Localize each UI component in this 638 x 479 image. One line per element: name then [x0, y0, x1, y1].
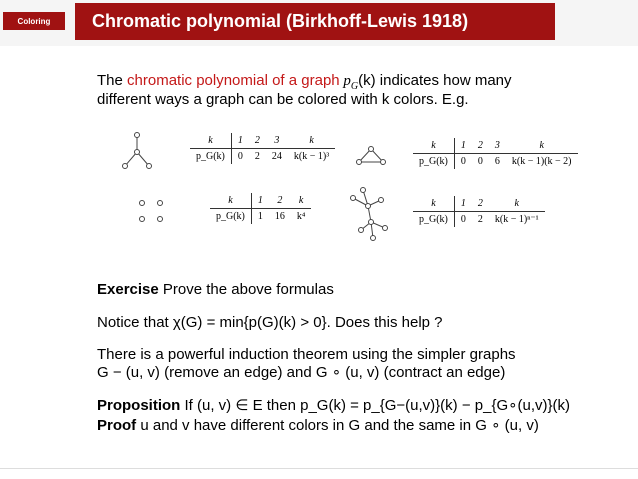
highlight-term: chromatic polynomial of a graph [127, 72, 340, 89]
induction-line-2: G − (u, v) (remove an edge) and G ∘ (u, v) (contract an edge) [97, 364, 506, 381]
proof-line: Proof u and v have different colors in G and the same in G ∘ (u, v) [97, 417, 539, 434]
proposition-line: Proposition If (u, v) ∈ E then p_G(k) = p_{G−(u,v)}(k) − p_{G∘(u,v)}(k) [97, 397, 571, 414]
exercise-line: Exercise Prove the above formulas [97, 281, 334, 298]
section-label: Coloring [3, 12, 65, 30]
footer-rule [0, 468, 638, 469]
intro-line-2: different ways a graph can be colored with k colors. E.g. [97, 91, 469, 108]
slide-title: Chromatic polynomial (Birkhoff-Lewis 1918) [75, 3, 555, 40]
graph-large-tree [343, 186, 393, 244]
table-empty: k 1 2 k p_G(k) 1 16 k⁴ [210, 193, 311, 224]
intro-line-1: The chromatic polynomial of a graph $p_G(k)$ indicates how many [97, 72, 512, 92]
table-triangle: k 1 2 3 k p_G(k) 0 0 6 k(k − 1)(k − 2) [413, 138, 578, 169]
table-tree: k 1 2 3 k p_G(k) 0 2 24 k(k − 1)³ [190, 133, 335, 164]
notice-line: Notice that χ(G) = min{p(G)(k) > 0}. Does this help ? [97, 314, 443, 331]
graph-triangle [355, 146, 387, 166]
table-large-tree: k 1 2 k p_G(k) 0 2 k(k − 1)ⁿ⁻¹ [413, 196, 545, 227]
graph-empty [134, 196, 170, 226]
graph-tree [117, 130, 157, 176]
induction-line-1: There is a powerful induction theorem using the simpler graphs [97, 346, 516, 363]
